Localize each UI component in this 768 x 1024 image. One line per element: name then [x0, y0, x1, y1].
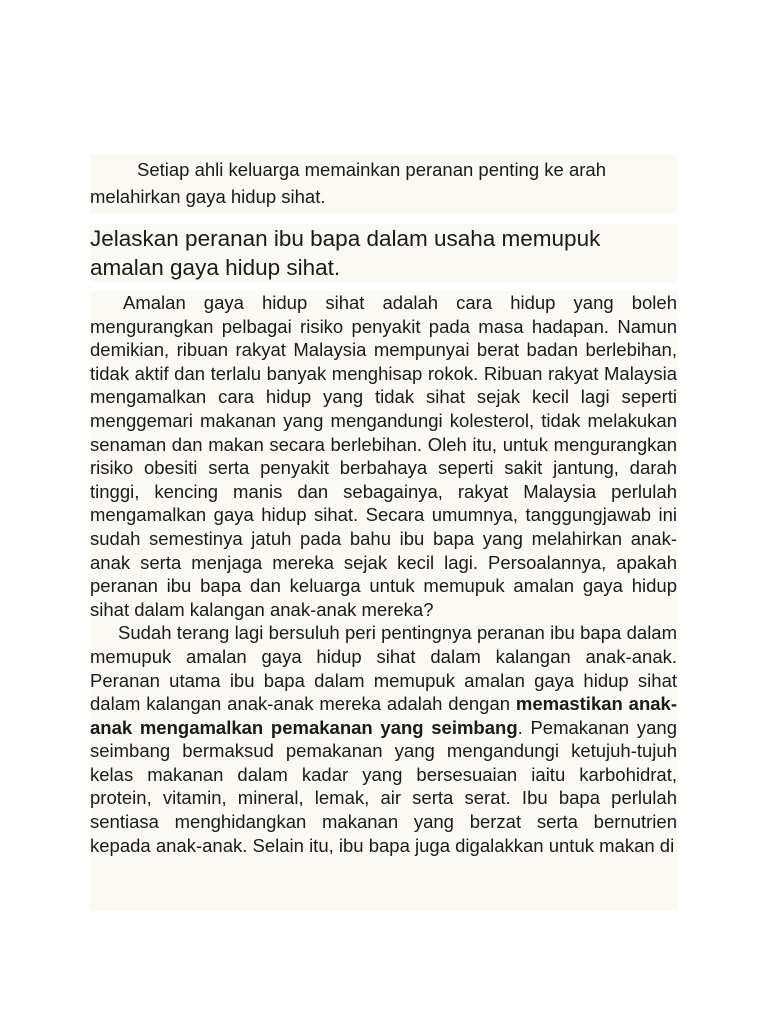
paragraph-2-bold-phrase: memastikan anak-anak mengamalkan pemakanan yang seimbang [90, 693, 677, 738]
essay-block [90, 291, 677, 911]
question-text: Jelaskan peranan ibu bapa dalam usaha memupuk amalan gaya hidup sihat. [90, 226, 601, 280]
essay-paragraph-1: Amalan gaya hidup sihat adalah cara hidup yang boleh mengurangkan pelbagai risiko penyakit pada masa hadapan. Namun demikian, ribuan rakyat Malaysia mempunyai berat badan berlebihan, tidak aktif dan terlalu banyak menghisap rokok. Ribuan rakyat Malaysia mengamalkan cara hidup yang tidak sihat sejak kecil lagi seperti menggemari makanan yang mengandungi kolesterol, tidak melakukan senaman dan makan secara berlebihan. Oleh itu, untuk mengurangkan risiko obesiti serta penyakit berbahaya seperti sakit jantung, darah tinggi, kencing manis dan sebagainya, rakyat Malaysia perlulah mengamalkan gaya hidup sihat. Secara umumnya, tanggungjawab ini sudah semestinya jatuh pada bahu ibu bapa yang melahirkan anak-anak serta menjaga mereka sejak kecil lagi. Persoalannya, apakah peranan ibu bapa dan keluarga untuk memupuk amalan gaya hidup sihat dalam kalangan anak-anak mereka? [90, 292, 677, 620]
essay-paragraph-2 [90, 621, 677, 857]
intro-text: Setiap ahli keluarga memainkan peranan penting ke arah melahirkan gaya hidup sihat. [90, 159, 606, 207]
intro-block [90, 154, 677, 214]
paragraph-2-text-end: . Pemakanan yang seimbang bermaksud pemakanan yang mengandungi ketujuh-tujuh kelas makanan dalam kadar yang bersesuaian iaitu karbohidrat, protein, vitamin, mineral, lemak, air serta serat. Ibu bapa perlulah sentiasa menghidangkan makanan yang berzat serta bernutrien kepada anak-anak. Selain itu, ibu bapa juga digalakkan untuk makan di [90, 716, 677, 856]
paragraph-2-text-start: Sudah terang lagi bersuluh peri pentingnya peranan ibu bapa dalam memupuk amalan gaya hidup sihat dalam kalangan anak-anak. Peranan utama ibu bapa dalam memupuk amalan gaya hidup sihat dalam kalangan anak-anak mereka adalah dengan [90, 622, 677, 715]
question-block [90, 224, 677, 282]
